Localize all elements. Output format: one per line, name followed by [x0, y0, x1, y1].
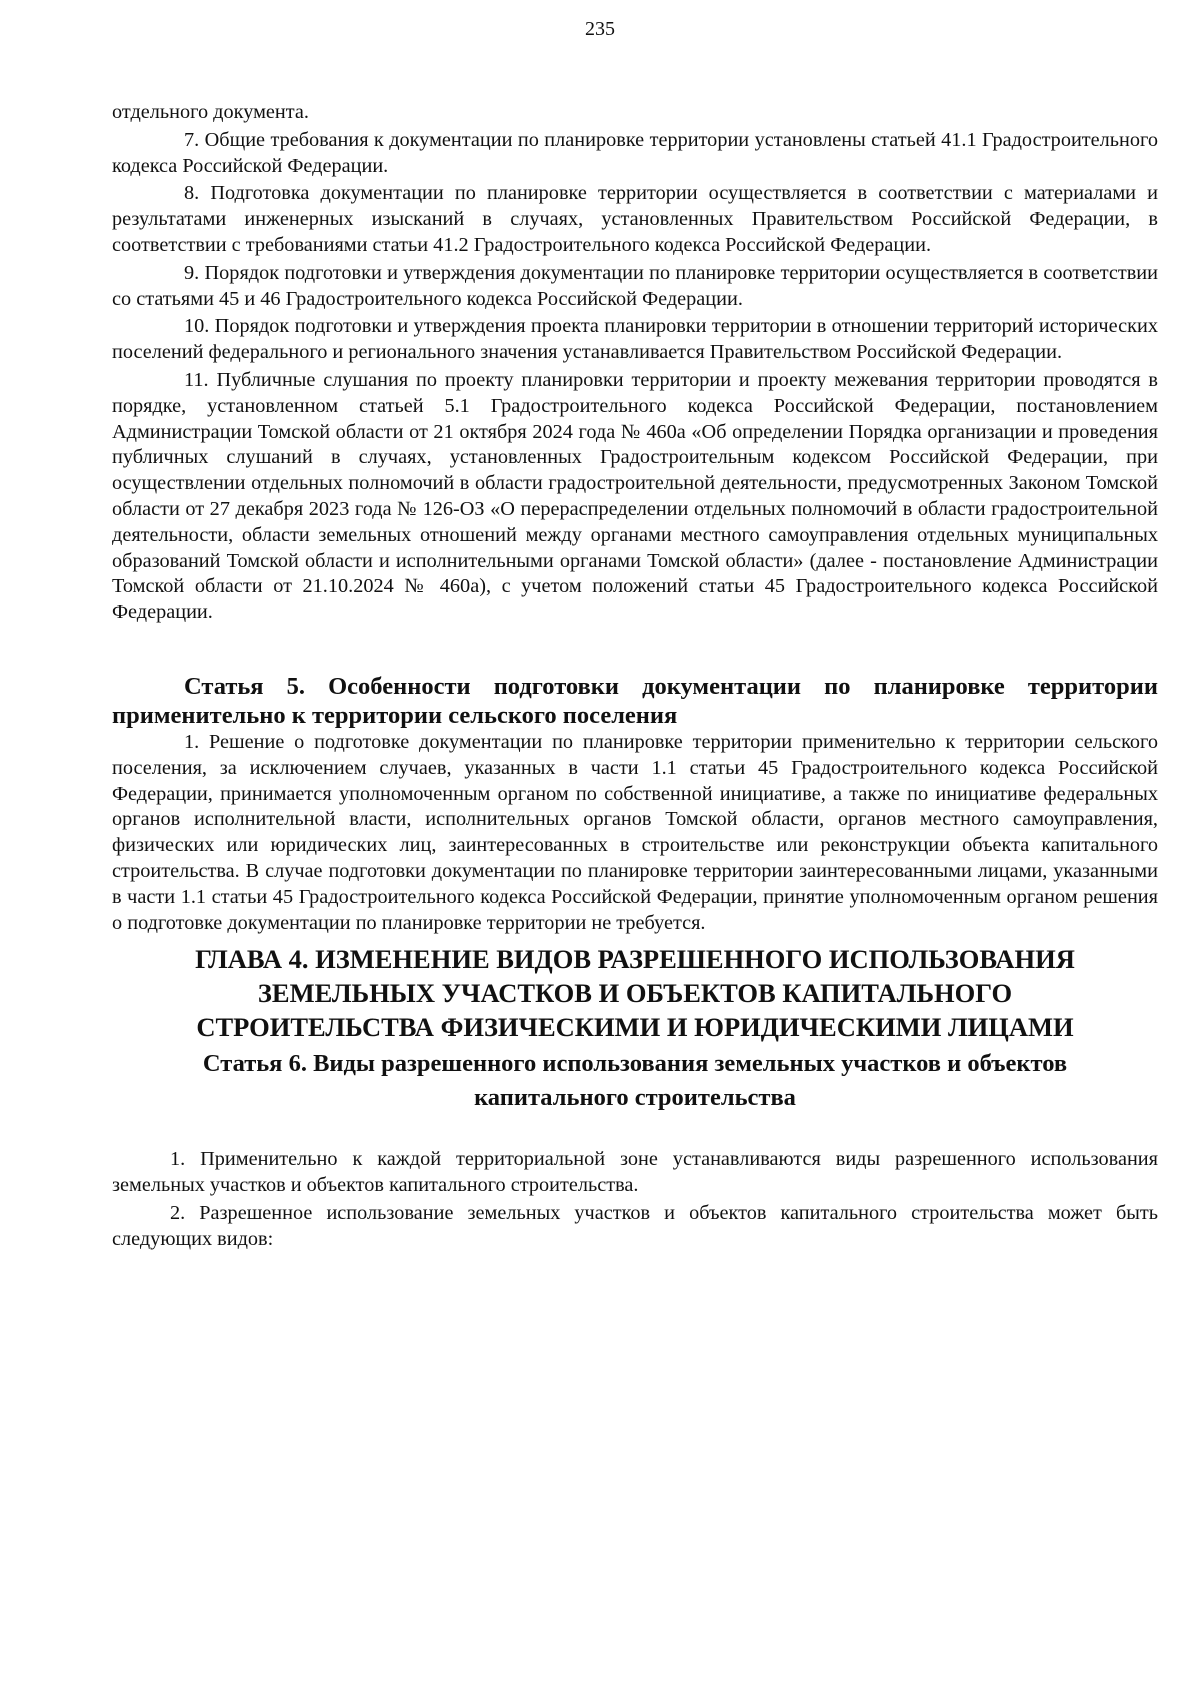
paragraph-item-7: 7. Общие требования к документации по планировке территории установлены статьей 41.1 Градостроительного кодекса Российской Федерации.	[112, 128, 1158, 177]
paragraph-continuation: отдельного документа.	[112, 101, 309, 123]
chapter-4-heading-line-3: СТРОИТЕЛЬСТВА ФИЗИЧЕСКИМИ И ЮРИДИЧЕСКИМИ ЛИЦАМИ	[196, 1012, 1074, 1043]
article-5-paragraph-1: 1. Решение о подготовке документации по планировке территории применительно к территории сельского поселения, за исключением случаев, указанных в части 1.1 статьи 45 Градостроительного кодекса Российской Федерации, принимается уполномоченным органом по собственной инициативе, а также по инициативе федеральных органов исполнительной власти, исполнительных органов Томской области, органов местного самоуправления, физических или юридических лиц, заинтересованных в строительстве или реконструкции объекта капитального строительства. В случае подготовки документации по планировке территории заинтересованными лицами, указанными в части 1.1 статьи 45 Градостроительного кодекса Российской Федерации, принятие уполномоченным органом решения о подготовке документации по планировке территории не требуется.	[112, 730, 1158, 934]
article-6-heading	[112, 1047, 1158, 1115]
article-6-paragraph-2: 2. Разрешенное использование земельных участков и объектов капитального строительства может быть следующих видов:	[112, 1201, 1158, 1250]
paragraph-item-9: 9. Порядок подготовки и утверждения документации по планировке территории осуществляется в соответствии со статьями 45 и 46 Градостроительного кодекса Российской Федерации.	[112, 261, 1158, 310]
page-content	[112, 100, 1158, 1253]
paragraph-item-8: 8. Подготовка документации по планировке территории осуществляется в соответствии с материалами и результатами инженерных изысканий в случаях, установленных Правительством Российской Федерации, в соответствии с требованиями статьи 41.2 Градостроительного кодекса Российской Федерации.	[112, 182, 1158, 256]
page-number: 235	[585, 18, 615, 40]
article-6-heading-line-2: капитального строительства	[474, 1084, 796, 1112]
paragraph-item-11: 11. Публичные слушания по проекту планировки территории и проекту межевания территории проводятся в порядке, установленном статьей 5.1 Градостроительного кодекса Российской Федерации, постановлением Администрации Томской области от 21 октября 2024 года № 460а «Об определении Порядка организации и проведения публичных слушаний в случаях, установленных Градостроительным кодексом Российской Федерации, при осуществлении отдельных полномочий в области градостроительной деятельности, предусмотренных Законом Томской области от 27 декабря 2023 года № 126-ОЗ «О перераспределении отдельных полномочий в области градостроительной деятельности, области земельных отношений между органами местного самоуправления отдельных муниципальных образований Томской области и исполнительными органами Томской области» (далее - постановление Администрации Томской области от 21.10.2024 № 460а), с учетом положений статьи 45 Градостроительного кодекса Российской Федерации.	[112, 368, 1158, 624]
chapter-4-heading-line-1: ГЛАВА 4. ИЗМЕНЕНИЕ ВИДОВ РАЗРЕШЕННОГО ИСПОЛЬЗОВАНИЯ	[195, 944, 1075, 975]
article-6-paragraph-1: 1. Применительно к каждой территориальной зоне устанавливаются виды разрешенного использования земельных участков и объектов капитального строительства.	[112, 1148, 1158, 1197]
article-5-heading: Статья 5. Особенности подготовки документации по планировке территории применительно к территории сельского поселения	[112, 672, 1158, 729]
chapter-4-heading	[112, 942, 1158, 1044]
chapter-4-heading-line-2: ЗЕМЕЛЬНЫХ УЧАСТКОВ И ОБЪЕКТОВ КАПИТАЛЬНОГО	[257, 978, 1013, 1009]
article-6-heading-line-1: Статья 6. Виды разрешенного использования земельных участков и объектов	[202, 1050, 1068, 1078]
paragraph-item-10: 10. Порядок подготовки и утверждения проекта планировки территории в отношении территорий исторических поселений федерального и регионального значения устанавливается Правительством Российской Федерации.	[112, 315, 1158, 364]
